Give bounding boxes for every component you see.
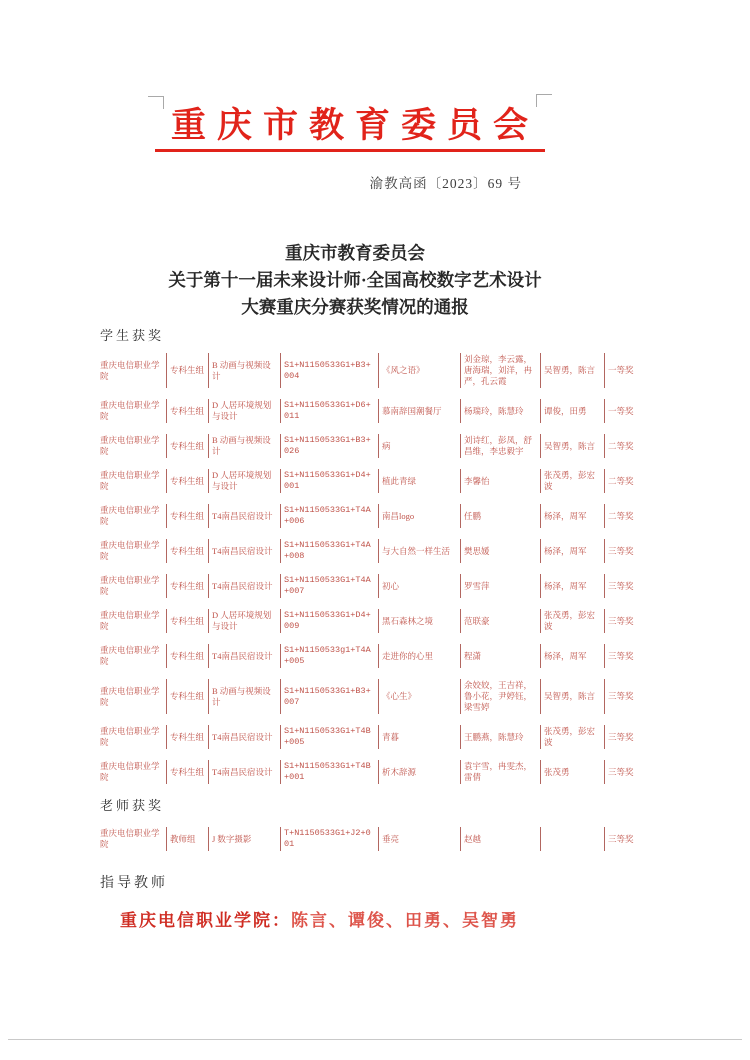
document-body [100, 325, 652, 931]
student-award-row [100, 539, 652, 563]
cell-category: B 动画与视频设计 [208, 353, 280, 388]
cell-school: 重庆电信职业学院 [100, 575, 160, 596]
cell-entry-code: S1+N1150533G1+D6+011 [280, 399, 378, 423]
cell-group: 专科生组 [166, 609, 208, 633]
student-award-row [100, 725, 652, 749]
cell-work-title: 与大自然一样生活 [378, 539, 460, 563]
cell-category: D 人居环境规划与设计 [208, 469, 280, 493]
cell-category: T4南昌民宿设计 [208, 760, 280, 784]
cell-group: 专科生组 [166, 539, 208, 563]
advisors-line [120, 906, 652, 931]
cell-category: J 数字摄影 [208, 827, 280, 851]
cell-entry-code: S1+N1150533g1+T4A+005 [280, 644, 378, 668]
cell-students: 杨瑞玲，陈慧玲 [460, 399, 540, 423]
cell-entry-code: S1+N1150533G1+B3+004 [280, 353, 378, 388]
student-award-row [100, 760, 652, 784]
cell-teachers: 谭俊，田勇 [540, 399, 604, 423]
cell-work-title: 初心 [378, 574, 460, 598]
cell-group: 专科生组 [166, 434, 208, 458]
cell-students: 任鹏 [460, 504, 540, 528]
student-award-row [100, 504, 652, 528]
cell-category: T4南昌民宿设计 [208, 574, 280, 598]
page-bottom-rule [8, 1039, 742, 1040]
cell-category: B 动画与视频设计 [208, 679, 280, 714]
cell-work-title: 走进你的心里 [378, 644, 460, 668]
cell-entry-code: S1+N1150533G1+D4+001 [280, 469, 378, 493]
cell-category: B 动画与视频设计 [208, 434, 280, 458]
cell-group: 专科生组 [166, 353, 208, 388]
student-award-row [100, 574, 652, 598]
cell-students: 刘诗红，彭凤，舒昌维，李忠毅宇 [460, 434, 540, 458]
letterhead-rule [155, 149, 545, 152]
advisors-school-label: 重庆电信职业学院： [120, 911, 291, 930]
document-title [95, 240, 615, 321]
cell-entry-code: S1+N1150533G1+T4A+006 [280, 504, 378, 528]
cell-work-title: 慕南辞国潮餐厅 [378, 399, 460, 423]
cell-work-title: 黑石森林之境 [378, 609, 460, 633]
cell-school: 重庆电信职业学院 [100, 726, 160, 747]
cell-teachers: 张茂勇，彭宏波 [540, 725, 604, 749]
document-title-line2: 关于第十一届未来设计师·全国高校数字艺术设计 [168, 270, 542, 290]
cell-teachers: 张茂勇，彭宏波 [540, 609, 604, 633]
cell-entry-code: S1+N1150533G1+D4+009 [280, 609, 378, 633]
cell-award: 一等奖 [604, 399, 652, 423]
cell-work-title: 植此青绿 [378, 469, 460, 493]
cell-award: 三等奖 [604, 827, 652, 851]
advisors-names: 陈言、谭俊、田勇、吴智勇 [291, 911, 519, 930]
cell-school: 重庆电信职业学院 [100, 761, 160, 782]
cell-work-title: 《心生》 [378, 679, 460, 714]
cell-award: 二等奖 [604, 434, 652, 458]
cell-school: 重庆电信职业学院 [100, 470, 160, 491]
cell-school: 重庆电信职业学院 [100, 359, 160, 381]
cell-school: 重庆电信职业学院 [100, 435, 160, 456]
cell-entry-code: S1+N1150533G1+B3+007 [280, 679, 378, 714]
document-title-line1: 重庆市教育委员会 [285, 243, 425, 263]
cell-group: 专科生组 [166, 399, 208, 423]
cell-students: 刘金琼，李云露，唐海瑞，刘洋，冉严，孔云霞 [460, 353, 540, 388]
cell-entry-code: S1+N1150533G1+T4A+007 [280, 574, 378, 598]
cell-students: 罗雪萍 [460, 574, 540, 598]
section-teachers-label: 老师获奖 [100, 798, 165, 813]
cell-school: 重庆电信职业学院 [100, 505, 160, 526]
cell-award: 三等奖 [604, 574, 652, 598]
cell-participant: 赵越 [460, 827, 540, 851]
cell-group: 教师组 [166, 827, 208, 851]
cell-entry-code: T+N1150533G1+J2+001 [280, 827, 378, 851]
cell-students: 范联豪 [460, 609, 540, 633]
cell-category: T4南昌民宿设计 [208, 539, 280, 563]
student-award-row [100, 469, 652, 493]
cell-students: 余姣姣，王吉祥，鲁小花，尹婷钰，梁雪婷 [460, 679, 540, 714]
cell-work-title: 南昌logo [378, 504, 460, 528]
cell-group: 专科生组 [166, 760, 208, 784]
cell-award: 三等奖 [604, 760, 652, 784]
cell-group: 专科生组 [166, 679, 208, 714]
student-award-row [100, 609, 652, 633]
cell-entry-code: S1+N1150533G1+T4B+005 [280, 725, 378, 749]
cell-students: 王鹏燕，陈慧玲 [460, 725, 540, 749]
cell-award: 三等奖 [604, 679, 652, 714]
cell-entry-code: S1+N1150533G1+B3+026 [280, 434, 378, 458]
cell-students: 程潇 [460, 644, 540, 668]
cell-work-title: 病 [378, 434, 460, 458]
cell-school: 重庆电信职业学院 [100, 645, 160, 666]
student-awards-table [100, 342, 652, 795]
cell-work-title: 垂亮 [378, 827, 460, 851]
cell-teachers [540, 827, 604, 851]
teacher-awards-table [100, 816, 652, 862]
letterhead-title: 重庆市教育委员会 [170, 106, 539, 145]
cell-award: 一等奖 [604, 353, 652, 388]
cell-school: 重庆电信职业学院 [100, 400, 160, 421]
cell-award: 二等奖 [604, 504, 652, 528]
cell-category: D 人居环境规划与设计 [208, 609, 280, 633]
cell-school: 重庆电信职业学院 [100, 828, 160, 849]
doc-number: 渝教高函〔2023〕69 号 [369, 176, 522, 191]
teacher-award-row [100, 827, 652, 851]
cell-teachers: 杨泽，周军 [540, 644, 604, 668]
cell-category: T4南昌民宿设计 [208, 644, 280, 668]
cell-teachers: 杨泽，周军 [540, 504, 604, 528]
student-award-row [100, 353, 652, 388]
document-title-line3: 大赛重庆分赛获奖情况的通报 [241, 297, 469, 317]
student-award-row [100, 679, 652, 714]
cell-students: 李馨怡 [460, 469, 540, 493]
cell-award: 三等奖 [604, 609, 652, 633]
cell-teachers: 张茂勇 [540, 760, 604, 784]
cell-school: 重庆电信职业学院 [100, 610, 160, 631]
cell-teachers: 吴智勇，陈言 [540, 434, 604, 458]
student-award-row [100, 434, 652, 458]
cell-category: T4南昌民宿设计 [208, 504, 280, 528]
cell-work-title: 析木辞源 [378, 760, 460, 784]
cell-award: 三等奖 [604, 725, 652, 749]
cell-students: 樊思媛 [460, 539, 540, 563]
cell-category: D 人居环境规划与设计 [208, 399, 280, 423]
cell-school: 重庆电信职业学院 [100, 685, 160, 707]
cell-teachers: 吴智勇，陈言 [540, 679, 604, 714]
cell-group: 专科生组 [166, 504, 208, 528]
cell-award: 二等奖 [604, 469, 652, 493]
student-award-row [100, 644, 652, 668]
cell-entry-code: S1+N1150533G1+T4A+008 [280, 539, 378, 563]
section-students-label: 学生获奖 [100, 328, 165, 343]
cell-school: 重庆电信职业学院 [100, 540, 160, 561]
cell-group: 专科生组 [166, 725, 208, 749]
cell-teachers: 杨泽，周军 [540, 574, 604, 598]
cell-award: 三等奖 [604, 644, 652, 668]
cell-teachers: 杨泽，周军 [540, 539, 604, 563]
cell-students: 袁宇雪，冉雯杰，雷倩 [460, 760, 540, 784]
section-advisors-label: 指导教师 [100, 876, 168, 891]
cell-work-title: 青暮 [378, 725, 460, 749]
cell-group: 专科生组 [166, 469, 208, 493]
cell-award: 三等奖 [604, 539, 652, 563]
cell-group: 专科生组 [166, 644, 208, 668]
cell-entry-code: S1+N1150533G1+T4B+001 [280, 760, 378, 784]
cell-category: T4南昌民宿设计 [208, 725, 280, 749]
cell-group: 专科生组 [166, 574, 208, 598]
cell-teachers: 张茂勇，彭宏波 [540, 469, 604, 493]
cell-teachers: 吴智勇，陈言 [540, 353, 604, 388]
cell-work-title: 《风之语》 [378, 353, 460, 388]
student-award-row [100, 399, 652, 423]
